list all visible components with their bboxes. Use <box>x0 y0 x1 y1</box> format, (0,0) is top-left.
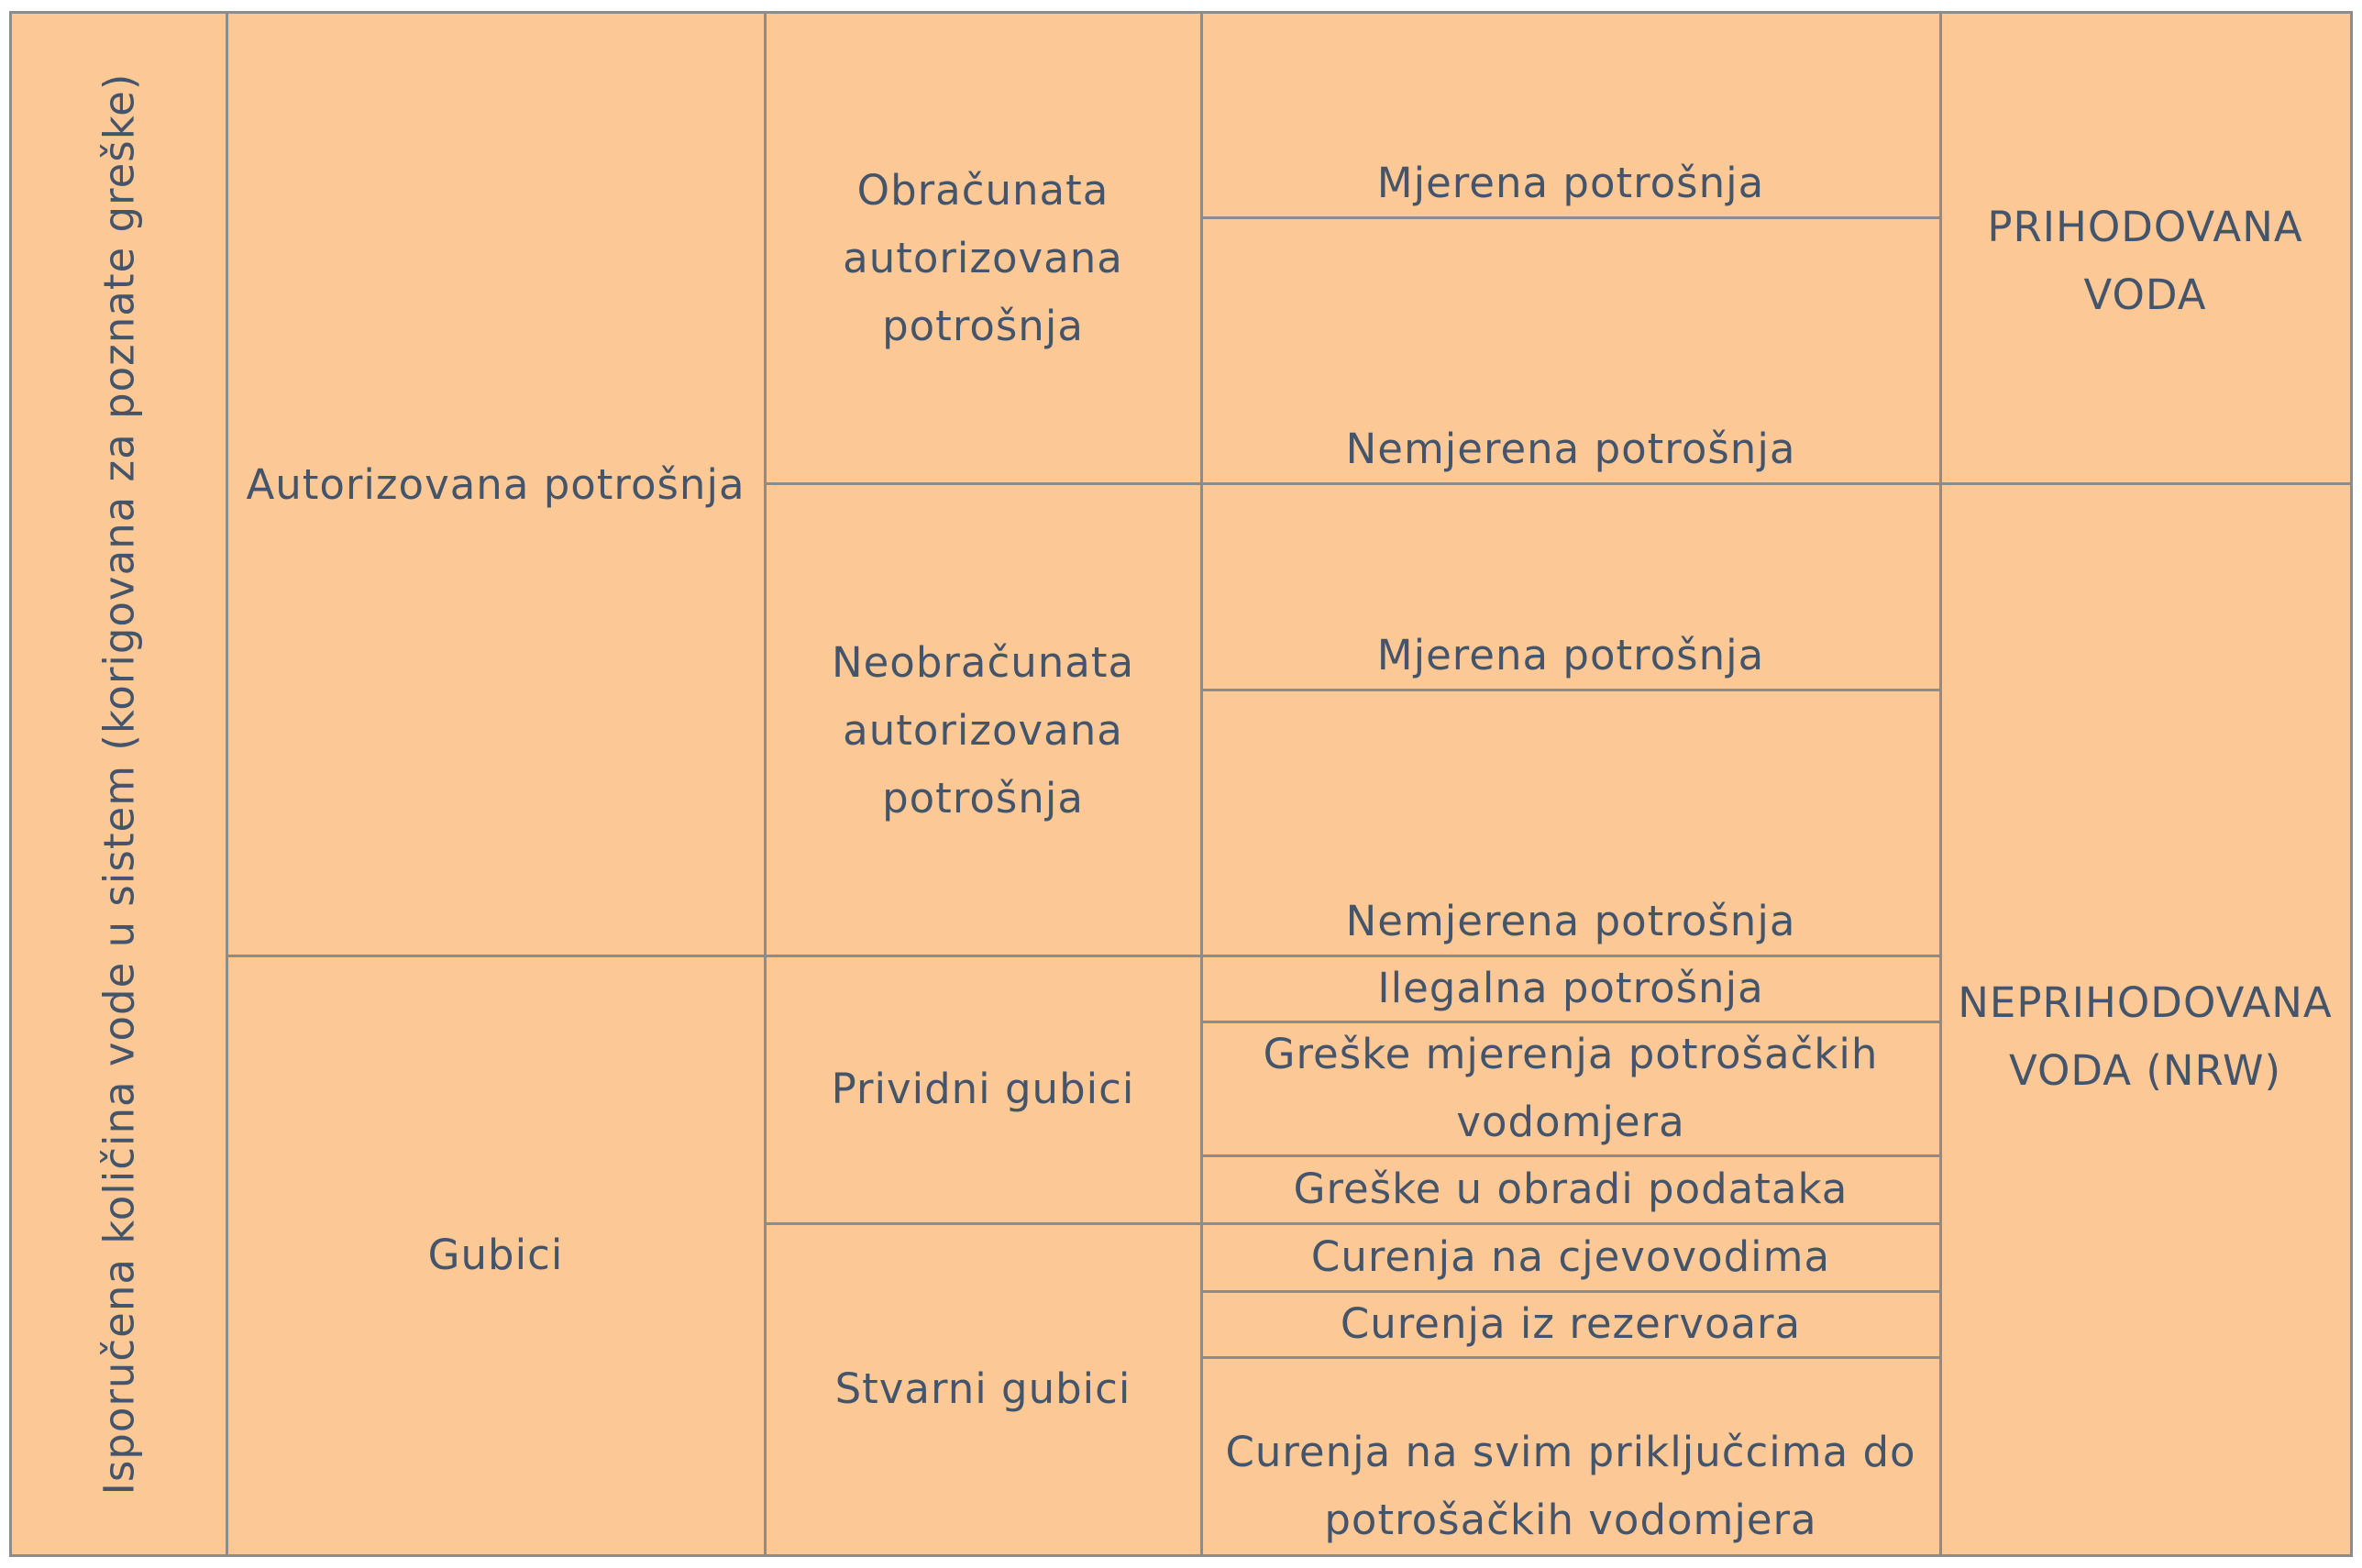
meter-errors-cell <box>1201 1021 1940 1155</box>
grid-line <box>765 482 1201 485</box>
grid-line <box>1200 14 1203 1554</box>
data-errors-cell <box>1201 1155 1940 1223</box>
system-input-label: Isporučena količina vode u sistem (korigovana za poznate greške) <box>94 72 144 1496</box>
grid-line <box>1201 482 1940 485</box>
billed-unmetered-label: Nemjerena potrošnja <box>1345 425 1796 473</box>
water-balance-table <box>9 11 2353 1557</box>
illegal-consumption-cell <box>1201 955 1940 1021</box>
pipeline-leaks-label: Curenja na cjevovodima <box>1310 1232 1831 1281</box>
authorized-consumption-label: Autorizovana potrošnja <box>246 459 745 509</box>
illegal-consumption-label: Ilegalna potrošnja <box>1377 964 1764 1012</box>
authorized-consumption-cell <box>226 14 765 955</box>
grid-line <box>1201 1222 1940 1225</box>
unbilled-metered-label: Mjerena potrošnja <box>1376 631 1765 679</box>
revenue-water-label: PRIHODOVANA VODA <box>1987 203 2303 319</box>
grid-line <box>226 955 765 957</box>
billed-authorized-cell <box>765 14 1201 483</box>
grid-line <box>765 1222 1201 1225</box>
non-revenue-water-cell <box>1940 483 2350 1554</box>
losses-cell <box>226 955 765 1554</box>
grid-line <box>1201 1290 1940 1293</box>
meter-errors-label: Greške mjerenja potrošačkih vodomjera <box>1263 1030 1879 1146</box>
apparent-losses-cell <box>765 955 1201 1223</box>
connection-leaks-cell <box>1201 1357 1940 1554</box>
grid-line <box>1201 1021 1940 1023</box>
apparent-losses-label: Prividni gubici <box>831 1065 1135 1113</box>
grid-line <box>1201 216 1940 219</box>
billed-authorized-label: Obračunata autorizovana potrošnja <box>843 166 1123 350</box>
grid-line <box>1201 689 1940 691</box>
data-errors-label: Greške u obradi podataka <box>1293 1165 1849 1213</box>
grid-line <box>764 14 767 1554</box>
unbilled-unmetered-label: Nemjerena potrošnja <box>1345 897 1796 945</box>
billed-metered-cell <box>1201 14 1940 217</box>
unbilled-authorized-cell <box>765 483 1201 955</box>
connection-leaks-label: Curenja na svim priključcima do potrošačkih vodomjera <box>1225 1428 1916 1544</box>
unbilled-unmetered-cell <box>1201 690 1940 955</box>
reservoir-leaks-label: Curenja iz rezervoara <box>1340 1299 1802 1348</box>
losses-label: Gubici <box>427 1230 564 1279</box>
pipeline-leaks-cell <box>1201 1223 1940 1291</box>
system-input-cell <box>12 14 226 1554</box>
reservoir-leaks-cell <box>1201 1291 1940 1357</box>
unbilled-authorized-label: Neobračunata autorizovana potrošnja <box>831 638 1135 823</box>
grid-line <box>765 955 1201 957</box>
revenue-water-cell <box>1940 14 2350 483</box>
grid-line <box>1201 955 1940 957</box>
non-revenue-water-label: NEPRIHODOVANA VODA (NRW) <box>1958 978 2333 1095</box>
grid-line <box>1940 482 2350 485</box>
billed-unmetered-cell <box>1201 217 1940 483</box>
grid-line <box>1939 14 1942 1554</box>
real-losses-label: Stvarni gubici <box>834 1364 1131 1413</box>
real-losses-cell <box>765 1223 1201 1554</box>
unbilled-metered-cell <box>1201 483 1940 690</box>
grid-line <box>1201 1154 1940 1157</box>
grid-line <box>226 14 228 1554</box>
grid-line <box>1201 1356 1940 1359</box>
billed-metered-label: Mjerena potrošnja <box>1376 159 1765 207</box>
